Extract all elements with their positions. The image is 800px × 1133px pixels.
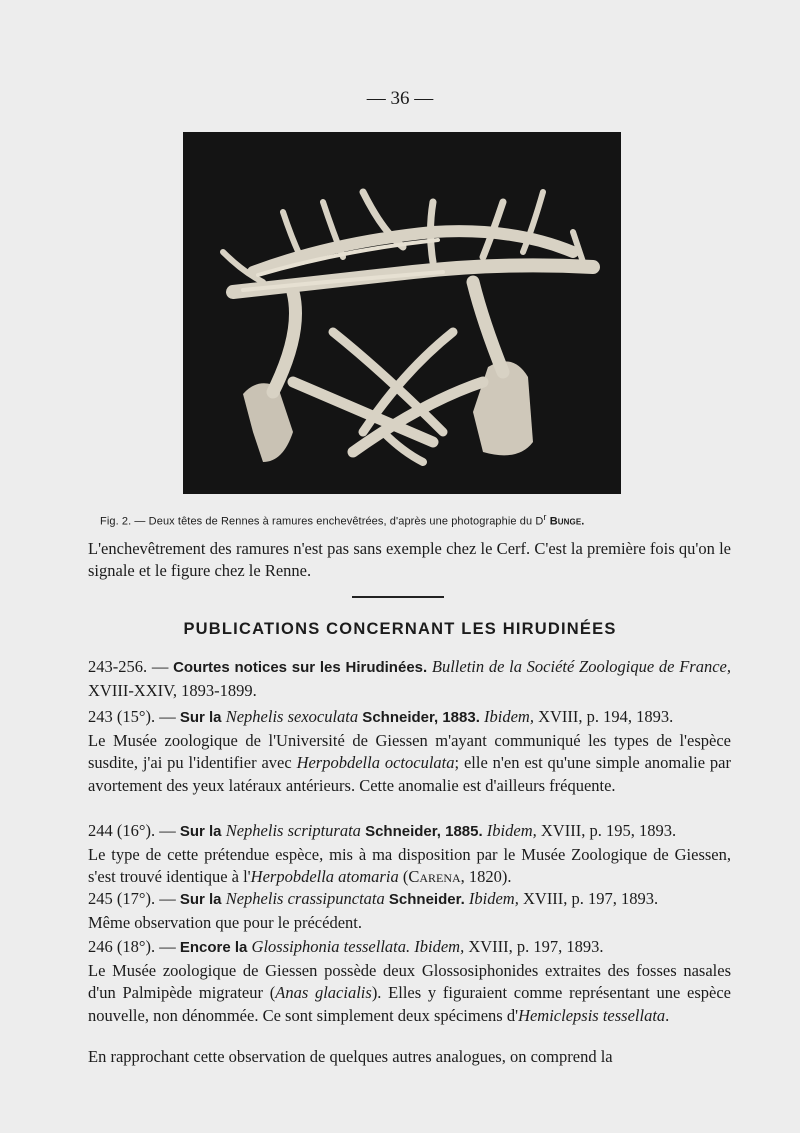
closing-text: En rapprochant cette observation de quelques autres analogues, on comprend la xyxy=(88,1047,613,1066)
entry-body-species: Herpobdella octoculata xyxy=(296,753,455,772)
reindeer-antlers-photograph xyxy=(183,132,621,494)
bibliography-entry-3 xyxy=(88,820,731,889)
entry-ibidem: Ibidem, xyxy=(410,937,465,956)
entry-sur: Sur la xyxy=(179,823,226,840)
entry-body-species-2: Hemiclepsis tessellata xyxy=(518,1005,666,1025)
entry-species: Nephelis crassipunctata xyxy=(225,889,385,908)
bibliography-entry-5 xyxy=(88,936,731,1027)
entry-body: Le Musée zoologique de l'Université de Giessen m'ayant communiqué les types de l'espèce susdite, j'ai pu l'identifier avec xyxy=(88,730,731,772)
bibliography-entry-1 xyxy=(88,656,731,702)
entry-author: Schneider, 1883. xyxy=(358,709,480,726)
entry-species: Glossiphonia tessellata. xyxy=(251,937,411,956)
entry-journal: Bulletin de la Société Zoologique de France, xyxy=(427,657,731,676)
entry-body-end: . xyxy=(665,1005,670,1025)
entry-number: 243-256. — xyxy=(88,657,174,676)
entry-sur: Sur la xyxy=(179,709,226,726)
entry-ibidem: Ibidem, xyxy=(482,821,537,840)
caption-superscript: r xyxy=(543,512,547,522)
entry-body-species: Herpobdella atomaria xyxy=(250,867,399,886)
entry-ibidem: Ibidem, xyxy=(464,889,519,908)
entry-body: Même observation que pour le précédent. xyxy=(88,912,362,932)
caption-author: Bunge. xyxy=(549,515,585,528)
entry-reference: XVIII, p. 197, 1893. xyxy=(518,889,659,908)
entry-body-mid: ( xyxy=(398,867,409,886)
entry-body-end: ; elle n'en est qu'une simple anomalie par avortement des yeux latéraux antérieurs. Cette anomalie est d'ailleurs fréquente. xyxy=(88,753,731,795)
entry-reference: XVIII, p. 195, 1893. xyxy=(536,821,677,840)
entry-body: Le type de cette prétendue espèce, mis à ma disposition par le Musée Zoologique de Giessen, s'est trouvé identique à l' xyxy=(88,844,731,886)
entry-body-end: , 1820). xyxy=(460,867,512,886)
entry-sur: Sur la xyxy=(179,891,226,908)
entry-species: Nephelis sexoculata xyxy=(225,707,359,726)
entry-author: Schneider. xyxy=(384,891,465,908)
bibliography-entry-2 xyxy=(88,706,731,797)
intro-paragraph: L'enchevêtrement des ramures n'est pas sans exemple chez le Cerf. C'est la première fois qu'on le signale et le figure chez le Renne. xyxy=(88,539,731,580)
section-heading: PUBLICATIONS CONCERNANT LES HIRUDINÉES xyxy=(183,620,617,638)
entry-title: Encore la xyxy=(179,939,252,956)
entry-body-mid: ). Elles y figuraient comme représentant une espèce nouvelle, non dénommée. Ce sont simplement deux spécimens d' xyxy=(88,983,731,1025)
entry-title: Courtes notices sur les Hirudinées. xyxy=(173,659,428,676)
entry-author: Schneider, 1885. xyxy=(360,823,483,840)
section-divider xyxy=(352,596,444,598)
entry-ibidem: Ibidem, xyxy=(479,707,534,726)
entry-number: 244 (16°). — xyxy=(88,821,180,840)
entry-reference: XVIII, p. 194, 1893. xyxy=(533,707,674,726)
entry-body-author: Carena xyxy=(408,867,461,886)
closing-paragraph xyxy=(88,1046,731,1069)
entry-number: 246 (18°). — xyxy=(88,937,180,956)
entry-number: 245 (17°). — xyxy=(88,889,180,908)
entry-body-species-1: Anas glacialis xyxy=(275,983,372,1002)
bibliography-entry-4 xyxy=(88,888,731,934)
page-number: — 36 — xyxy=(366,88,434,109)
caption-text: Fig. 2. — Deux têtes de Rennes à ramures enchevêtrées, d'après une photographie du D xyxy=(100,515,544,528)
figure-caption xyxy=(100,512,720,528)
entry-body: Le Musée zoologique de Giessen possède deux Glossosiphonides extraites des fosses nasales d'un Palmipède migrateur ( xyxy=(88,960,731,1002)
entry-reference: XVIII-XXIV, 1893-1899. xyxy=(88,680,257,700)
entry-species: Nephelis scripturata xyxy=(225,821,361,840)
entry-number: 243 (15°). — xyxy=(88,707,180,726)
entry-reference: XVIII, p. 197, 1893. xyxy=(464,937,604,956)
